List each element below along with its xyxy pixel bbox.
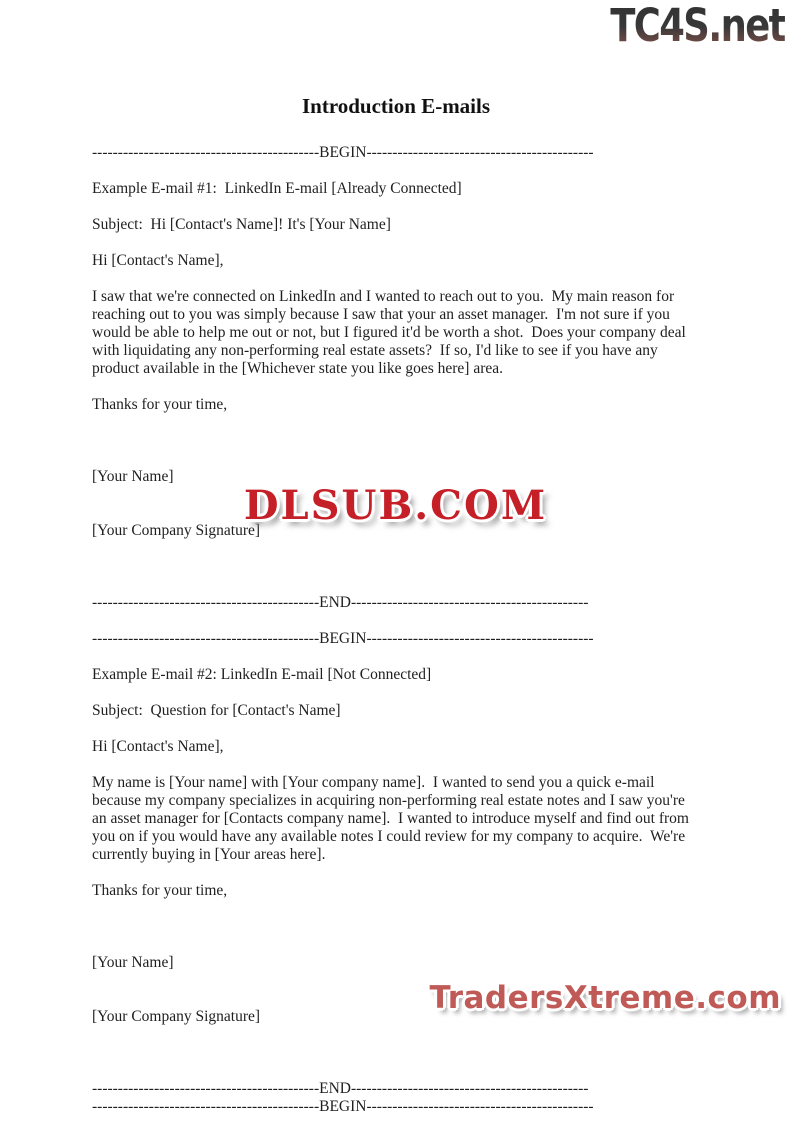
divider-begin: --------------------------------------------BEGIN--------------------------------------------: [92, 630, 594, 647]
email-2-heading: Example E-mail #2: LinkedIn E-mail [Not Connected]: [92, 666, 432, 683]
email-2-subject-line: Subject: Question for [Contact's Name]: [92, 702, 341, 719]
email-1-signature-company: [Your Company Signature]: [92, 522, 261, 539]
email-2-signature-company: [Your Company Signature]: [92, 1008, 261, 1025]
divider-begin: --------------------------------------------BEGIN--------------------------------------------: [92, 144, 594, 161]
email-1-closing-line: Thanks for your time,: [92, 396, 228, 413]
email-1-signature-name: [Your Name]: [92, 468, 174, 485]
dlsub-watermark-logo: DLSUB.COM: [243, 482, 548, 529]
email-1-greeting-line: Hi [Contact's Name],: [92, 252, 224, 269]
email-1-subject-line: Subject: Hi [Contact's Name]! It's [Your Name]: [92, 216, 391, 233]
email-1-body: I saw that we're connected on LinkedIn and I wanted to reach out to you. My main reason for reaching out to you was simply because I saw that your an asset manager. I'm not sure if you would be able to help me out or not, but I figured it'd be worth a shot. Does your company deal with liquidating any non-performing real estate assets? If so, I'd like to see if you have any product available in the [Whichever state you like goes here] area.: [92, 288, 690, 377]
email-1-heading: Example E-mail #1: LinkedIn E-mail [Already Connected]: [92, 180, 462, 197]
divider-end: --------------------------------------------END----------------------------------------------: [92, 1080, 589, 1097]
email-2-body: My name is [Your name] with [Your company name]. I wanted to send you a quick e-mail because my company specializes in acquiring non-performing real estate notes and I saw you're an asset manager for [Contacts company name]. I wanted to introduce myself and find out from you on if you would have any available notes I could review for my company to acquire. We're currently buying in [Your areas here].: [92, 774, 693, 863]
tradersxtreme-watermark-logo: TradersXtreme.com: [429, 980, 781, 1016]
tc4s-watermark-logo: TC4S.net: [610, 0, 785, 52]
divider-begin: --------------------------------------------BEGIN--------------------------------------------: [92, 1098, 594, 1115]
email-2-greeting-line: Hi [Contact's Name],: [92, 738, 224, 755]
email-2-closing-line: Thanks for your time,: [92, 882, 228, 899]
divider-end: --------------------------------------------END----------------------------------------------: [92, 594, 589, 611]
email-2-signature-name: [Your Name]: [92, 954, 174, 971]
page-title: Introduction E-mails: [301, 94, 491, 118]
